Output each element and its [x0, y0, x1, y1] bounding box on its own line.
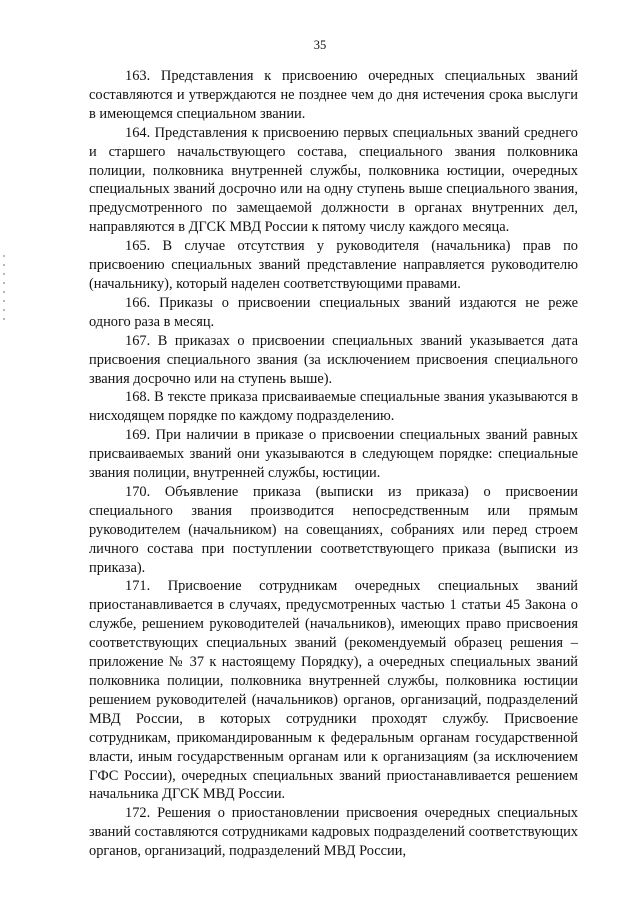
- paragraph-163: 163. Представления к присвоению очередных специальных званий составляются и утверждаются не позднее чем до дня истечения срока выслуги в имеющемся специальном звании.: [89, 68, 578, 122]
- page-number: 35: [313, 38, 327, 52]
- paragraph-172: 172. Решения о приостановлении присвоения очередных специальных званий составляются сотрудниками кадровых подразделений соответствующих органов, организаций, подразделений МВД России,: [89, 805, 578, 860]
- paragraph-166: 166. Приказы о присвоении специальных званий издаются не реже одного раза в месяц.: [89, 294, 578, 330]
- paragraph-170: 170. Объявление приказа (выписки из приказа) о присвоении специального звания производится непосредственным или прямым руководителем (начальником) на совещаниях, собраниях или перед строем личного состава при поступлении соответствующего приказа (выписки из приказа).: [89, 483, 578, 576]
- margin-scan-marks: [3, 255, 6, 335]
- paragraph-167: 167. В приказах о присвоении специальных званий указывается дата присвоения специального звания (за исключением присвоения специального звания досрочно или на ступень выше).: [89, 332, 578, 387]
- paragraph-171: 171. Присвоение сотрудникам очередных специальных званий приостанавливается в случаях, предусмотренных частью 1 статьи 45 Закона о службе, решением руководителей (начальников), имеющих право присвоения соответствующих специальных званий (рекомендуемый образец решения – приложение № 37 к настоящему Порядку), а очередных специальных званий полковника полиции, полковника внутренней службы, полковника юстиции решением руководителей (начальников) органов, организаций, подразделений МВД России, в которых сотрудники проходят службу. Присвоение сотрудникам, прикомандированным к федеральным органам государственной власти, иным государственным органам или к организациям (за исключением ГФС России), очередных специальных званий приостанавливается решением начальника ДГСК МВД России.: [89, 578, 578, 803]
- paragraph-168: 168. В тексте приказа присваиваемые специальные звания указываются в нисходящем порядке по каждому подразделению.: [89, 389, 578, 425]
- paragraph-169: 169. При наличии в приказе о присвоении специальных званий равных присваиваемых званий они указываются в следующем порядке: специальные звания полиции, внутренней службы, юстиции.: [89, 427, 578, 482]
- document-body: [89, 67, 578, 861]
- paragraph-164: 164. Представления к присвоению первых специальных званий среднего и старшего начальствующего состава, специального звания полковника полиции, полковника внутренней службы, полковника юстиции, очередных специальных званий досрочно или на одну ступень выше специального звания, предусмотренного по замещаемой должности в органах внутренних дел, направляются в ДГСК МВД России к пятому числу каждого месяца.: [89, 124, 578, 236]
- paragraph-165: 165. В случае отсутствия у руководителя (начальника) прав по присвоению специальных званий представление направляется руководителю (начальнику), который наделен соответствующими правами.: [89, 238, 578, 292]
